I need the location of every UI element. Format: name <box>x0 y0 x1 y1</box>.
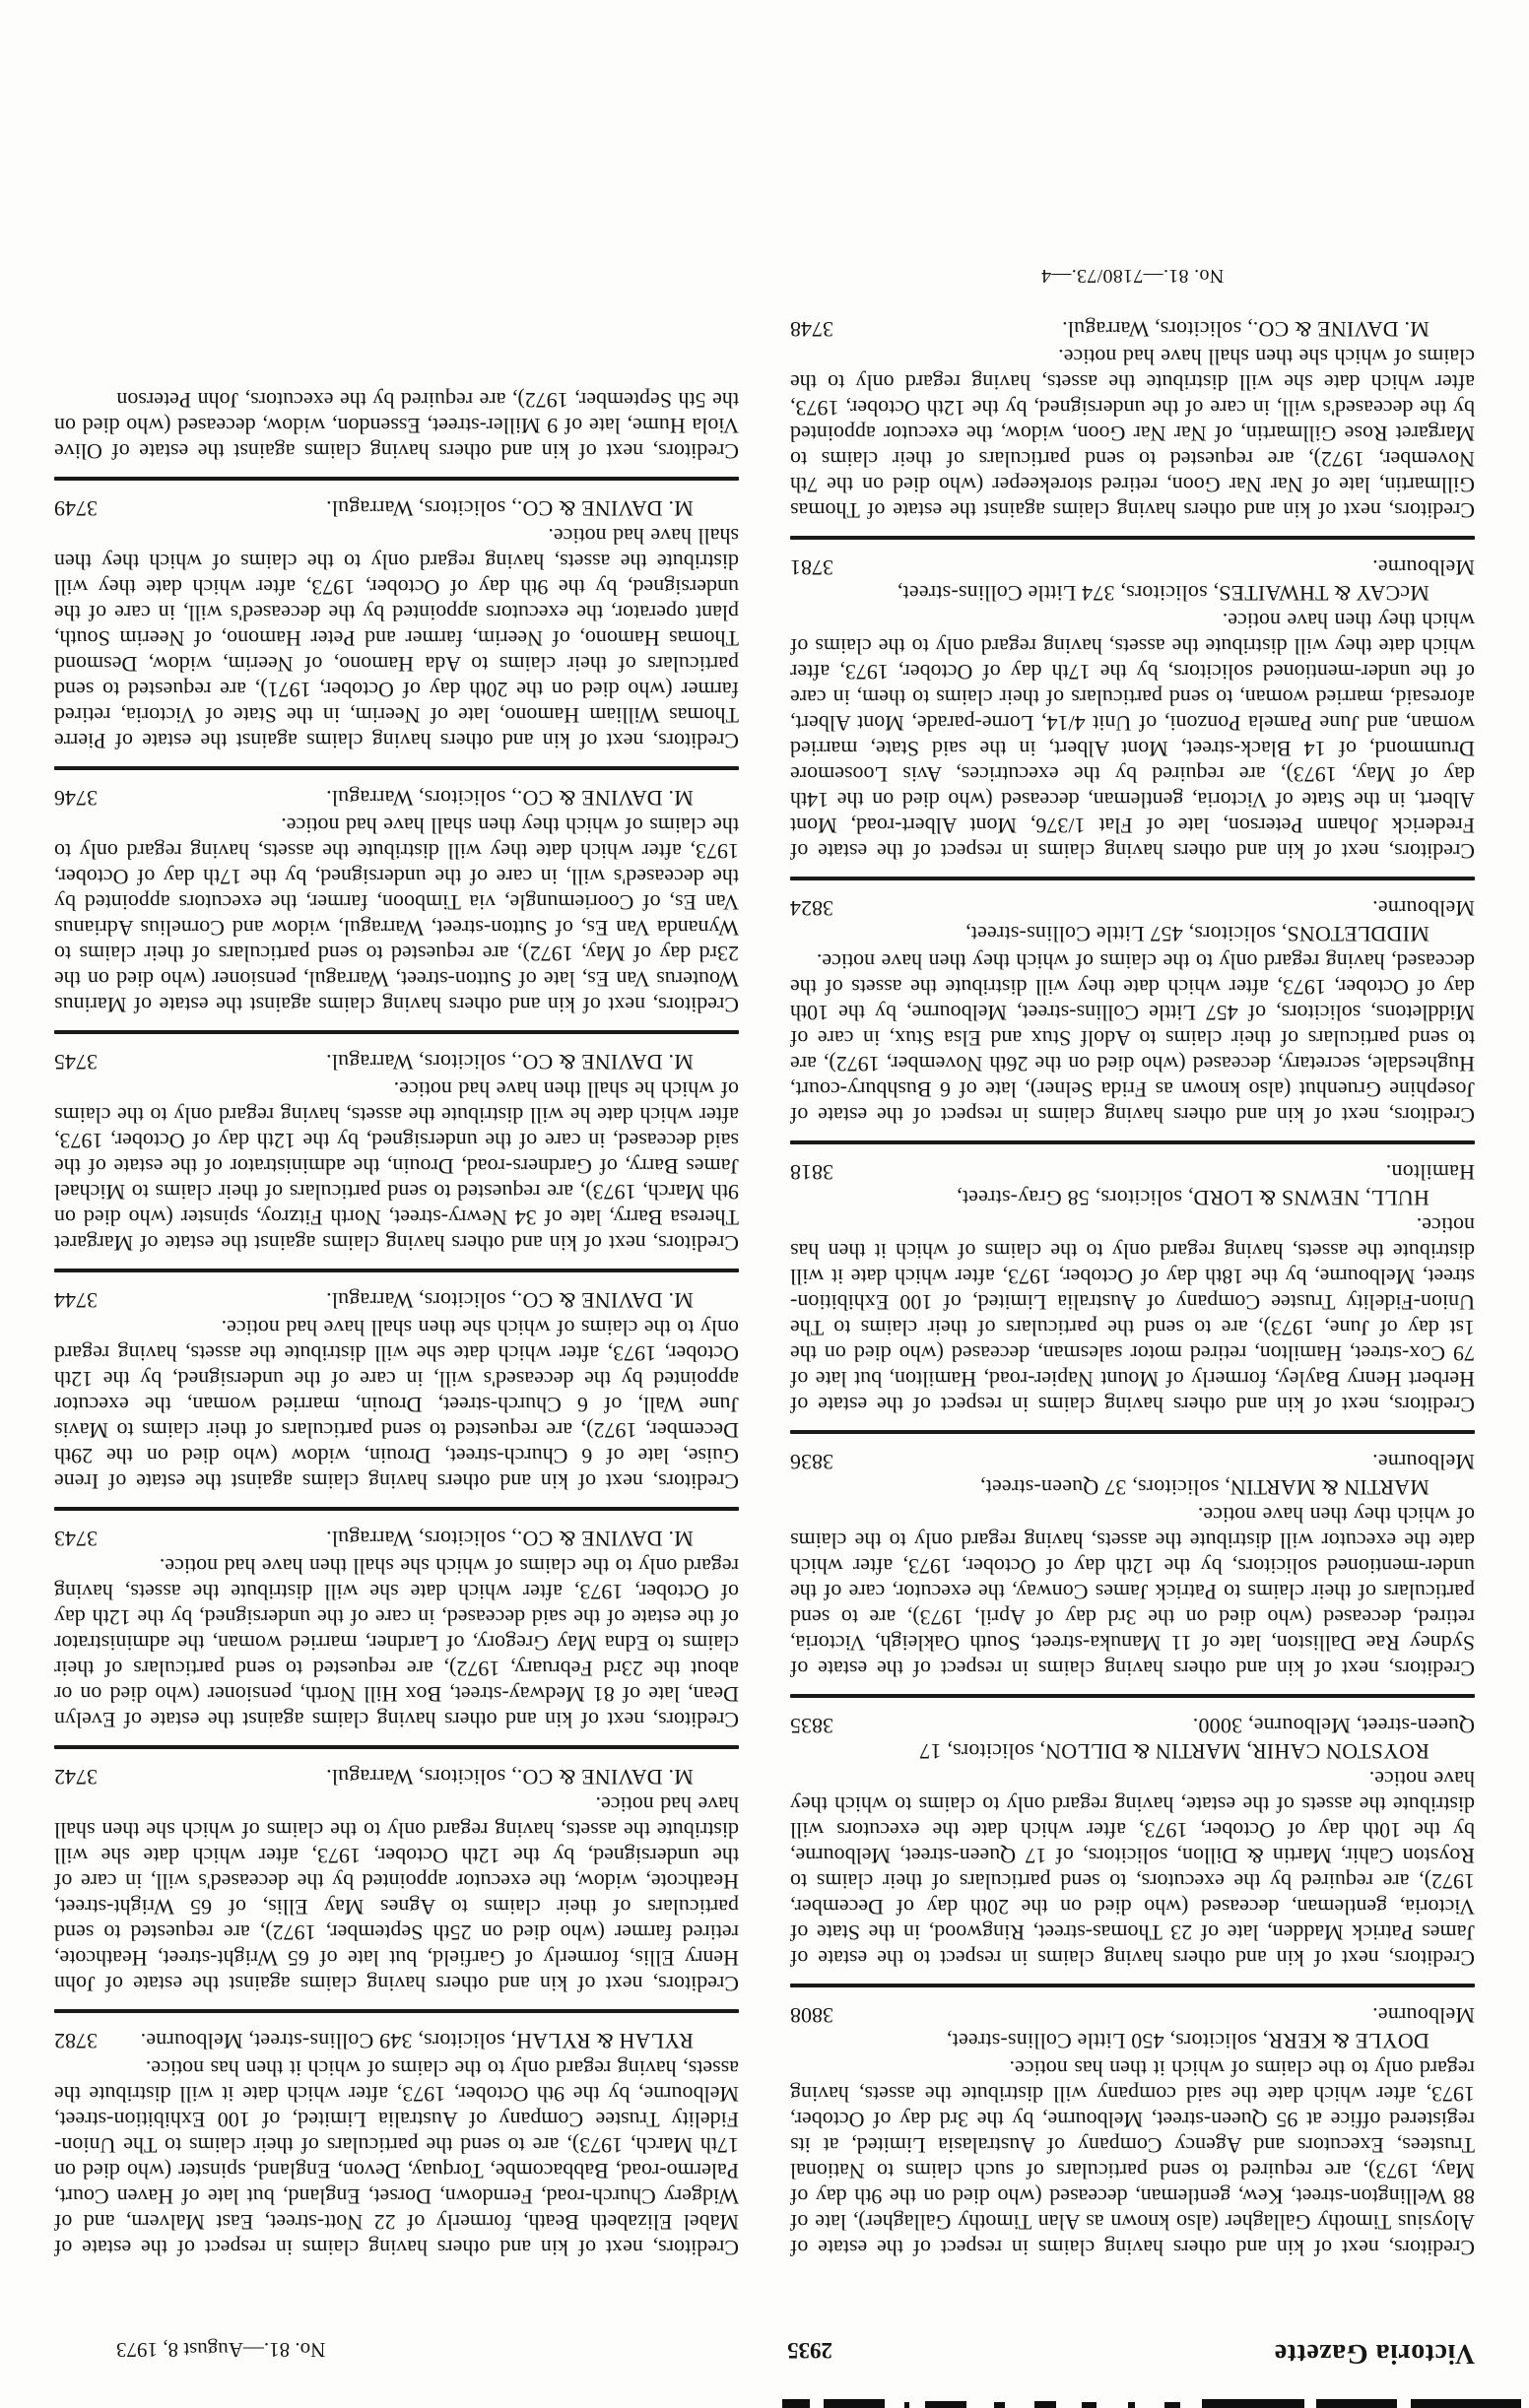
solicitor-line: M. DAVINE & CO., solicitors, Warragul. <box>325 1288 694 1313</box>
legal-notice-continued <box>54 387 739 464</box>
solicitor-line: MARTIN & MARTIN, solicitors, 37 Queen-street, Melbourne. <box>979 1450 1475 1500</box>
notice-body: Creditors, next of kin and others having claims in respect of the estate of Frederick Johann Peterson, late of Flat 1/376, Mont Albert-road, Mont Albert, in the State of Victoria, gentleman, deceased (who died on the 14th day of May, 1973), are required by the executrices, Avis Loosemore Drummond, of 14 Black-street, Mont Albert, in the said State, married woman, and June Pamela Ponzoni, of Unit 4/14, Lorne-parade, Mont Albert, aforesaid, married woman, to send particulars of their claims to them, in care of the under-mentioned solicitors, by the 17th day of October, 1973, after which date they will distribute the assets, having regard only to the claims of which they then have notice. <box>790 609 1475 864</box>
divider-rule <box>790 1430 1475 1434</box>
notice-signoff <box>790 1159 1475 1210</box>
notice-signoff <box>790 316 1475 342</box>
notice-signoff <box>790 1713 1475 1764</box>
notice-body: Creditors, next of kin and others having claims against the estate of Pierre Thomas William Hamono, late of Neerim, in the State of Victoria, retired farmer (who died on the 20th day of October, 1971), are requested to send particulars of their claims to Ada Hamono, of Neerim, widow, Desmond Thomas Hamono, of Neerim, farmer and Peter Hamono, of Neerim South, plant operator, the executors appointed by the deceased's will, in care of the undersigned, by the 9th day of October, 1973, after which date they will distribute the assets, having regard only to the claims of which they then shall have had notice. <box>54 524 739 753</box>
legal-notice <box>54 1764 739 1996</box>
solicitor-line: M. DAVINE & CO., solicitors, Warragul. <box>325 1050 694 1074</box>
divider-rule <box>54 1030 739 1034</box>
notice-body: Creditors, next of kin and others having claims against the estate of Evelyn Dean, late of 81 Medway-street, Box Hill North, pensioner (who died on or about the 23rd February, 1972), are requested to send particulars of their claims to Edna May Gregory, of Lardner, married woman, the administrator of the estate of the said deceased, in care of the undersigned, by the 12th day of October, 1973, after which date she will distribute the assets, having regard only to the claims of which she shall then have had notice. <box>54 1554 739 1732</box>
gazette-title: Victoria Gazette <box>1274 2338 1475 2369</box>
imprint-footer: No. 81.—7180/73.—4 <box>1040 265 1225 287</box>
notice-number: 3781 <box>790 555 833 580</box>
legal-notice <box>54 1526 739 1732</box>
notice-columns <box>54 264 1475 2260</box>
page-header <box>116 2313 1475 2369</box>
notice-body: Creditors, next of kin and others having claims against the estate of Marinus Wouterus Van Es, late of Sutton-street, Warragul, pensioner (who died on the 23rd day of May, 1972), are requested to send particulars of their claims to Wynanda Van Es, of Sutton-street, Warragul, widow and Cornelius Adrianus Van Es, of Cooriemungle, via Timboon, farmer, the executors appointed by the deceased's will, in care of the undersigned, by the 17th day of October, 1973, after which date they will distribute the assets, having regard only to the claims of which they then shall have had notice. <box>54 814 739 1017</box>
issue-date: No. 81.—August 8, 1973 <box>116 2338 326 2362</box>
notice-number: 3743 <box>54 1527 98 1551</box>
notice-signoff <box>790 1449 1475 1500</box>
notice-body: Creditors, next of kin and others having claims in respect to the estate of James Patrick Madden, late of 23 Thomas-street, Ringwood, in the State of Victoria, gentleman, deceased (who died on the 20th day of December, 1972), are required by the executors, to send particulars of their claims to Royston Cahir, Martin & Dillon, solicitors, of 17 Queen-street, Melbourne, by the 10th day of October, 1973, after which date the executors will distribute the assets of the estate, having regard only to claims to which they have notice. <box>790 1767 1475 1971</box>
solicitor-line: McCAY & THWAITES, solicitors, 374 Little Collins-street, Melbourne. <box>897 555 1475 606</box>
legal-notice <box>790 1159 1475 1417</box>
divider-rule <box>790 1694 1475 1698</box>
notice-signoff <box>54 1287 739 1313</box>
notice-signoff <box>54 1764 739 1790</box>
notice-number: 3745 <box>54 1050 98 1074</box>
notice-number: 3742 <box>54 1765 98 1790</box>
solicitor-line: HULL, NEWNS & LORD, solicitors, 58 Gray-street, Hamilton. <box>956 1160 1475 1210</box>
solicitor-line: ROYSTON CAHIR, MARTIN & DILLON, solicitors, 17 Queen-street, Melbourne, 3000. <box>919 1714 1475 1764</box>
notice-number: 3824 <box>790 896 833 921</box>
solicitor-line: M. DAVINE & CO., solicitors, Warragul. <box>325 496 694 521</box>
notice-body: Creditors, next of kin and others having claims against the estate of Margaret Theresa Barry, late of 34 Newry-street, North Fitzroy, spinster (who died on 9th March, 1973), are requested to send particulars of their claims to Michael James Barry, of Gardners-road, Drouin, the administrator of the estate of the said deceased, in care of the undersigned, by the 12th day of October, 1973, after which date he will distribute the assets, having regard only to the claims of which he shall then have had notice. <box>54 1077 739 1256</box>
notice-signoff <box>54 1049 739 1074</box>
notice-body: Creditors, next of kin and others having claims against the estate of Irene Guise, late of 6 Church-street, Drouin, widow (who died on the 29th December, 1972), are requested to send particulars of their claims to Mavis June Wall, of 6 Church-street, Drouin, married woman, the executor appointed by the deceased's will, in care of the undersigned, by the 12th October, 1973, after which date she will distribute the assets, having regard only to the claims of which she then shall have had notice. <box>54 1316 739 1494</box>
notice-signoff <box>54 1526 739 1551</box>
divider-rule <box>54 477 739 481</box>
legal-notice <box>790 554 1475 864</box>
solicitor-line: RYLAH & RYLAH, solicitors, 349 Collins-street, Melbourne. <box>140 2029 694 2053</box>
notice-number: 3748 <box>790 317 833 342</box>
notice-number: 3782 <box>54 2029 98 2053</box>
notice-body: Creditors, next of kin and others having claims in respect of the estate of Herbert Henry Bayley, formerly of Mount Napier-road, Hamilton, but late of 79 Cox-street, Hamilton, retired motor salesman, deceased (who died on the 1st day of June, 1973), are to send the particulars of their claims to The Union-Fidelity Trustee Company of Australia Limited, of 100 Exhibition-street, Melbourne, by the 18th day of October, 1973, after which date it will distribute the assets, having regard only to the claims of which it then has notice. <box>790 1213 1475 1417</box>
notice-body: Creditors, next of kin and others having claims against the estate of Thomas Gillmartin, late of Nar Nar Goon, retired storekeeper (who died on the 7th November, 1972), are requested to send particulars of their claims to Margaret Rose Gillmartin, of Nar Nar Goon, widow, the executor appointed by the deceased's will, in care of the undersigned, by the 12th October, 1973, after which date she will distribute the assets, having regard only to the claims of which she then shall have had notice. <box>790 345 1475 523</box>
notice-body: Creditors, next of kin and others having claims in respect of the estate of Aloysius Timothy Gallagher (also known as Alan Timothy Gallagher), late of 88 Wellington-street, Kew, gentleman, deceased (who died on the 9th day of May, 1973), are required to send particulars of such claims to National Trustees, Executors and Agency Company of Australasia Limited, at its registered office at 95 Queen-street, Melbourne, by the 3rd day of October, 1973, after which date the said company will distribute the assets, having regard only to the claims of which it then has notice. <box>790 2056 1475 2260</box>
solicitor-line: M. DAVINE & CO., solicitors, Warragul. <box>325 786 694 811</box>
notice-body: Creditors, next of kin and others having claims in respect of the estate of Josephine Gruenhut (also known as Frida Selner), late of 6 Bushbury-court, Hughesdale, secretary, deceased (who died on the 26th November, 1972), are to send particulars of their claims to Adolf Stux and Elsa Stux, in care of Middletons, solicitors, of 457 Little Collins-street, Melbourne, by the 10th day of October, 1973, after which date they will distribute the assets of the deceased, having regard only to the claims of which they then have notice. <box>790 949 1475 1128</box>
notice-number: 3835 <box>790 1714 833 1738</box>
legal-notice <box>790 316 1475 523</box>
divider-rule <box>790 877 1475 880</box>
notice-signoff <box>790 554 1475 606</box>
legal-notice <box>790 895 1475 1128</box>
legal-notice <box>54 2028 739 2260</box>
notice-body: Creditors, next of kin and others having claims against the estate of John Henry Ellis, formerly of Garfield, but late of 65 Wright-street, Heathcote, retired farmer (who died on 25th September, 1972), are requested to send particulars of their claims to Agnes May Ellis, of 65 Wright-street, Heathcote, widow, the executor appointed by the deceased's will, in care of the undersigned, by the 12th October, 1973, after which date she will distribute the assets, having regard only to the claims of which she then shall have had notice. <box>54 1792 739 1996</box>
divider-rule <box>54 1269 739 1272</box>
notice-signoff <box>54 495 739 521</box>
legal-notice <box>54 785 739 1017</box>
legal-notice <box>54 1287 739 1494</box>
notice-number: 3744 <box>54 1288 98 1313</box>
notice-signoff <box>54 2028 739 2053</box>
right-column <box>54 387 739 2260</box>
divider-rule <box>790 536 1475 540</box>
solicitor-line: MIDDLETONS, solicitors, 457 Little Collins-street, Melbourne. <box>964 896 1475 946</box>
legal-notice <box>54 495 739 753</box>
solicitor-line: M. DAVINE & CO., solicitors, Warragul. <box>325 1527 694 1551</box>
divider-rule <box>54 2009 739 2013</box>
divider-rule <box>790 1984 1475 1987</box>
notice-body: Creditors, next of kin and others having claims in respect of the estate of Sydney Rae Dalliston, late of 11 Manuka-street, South Oakleigh, Victoria, retired, deceased (who died on the 3rd day of April, 1973), are to send particulars of their claims to Patrick James Conway, the executor, care of the under-mentioned solicitors, by the 12th day of October, 1973, after which date the executor will distribute the assets, having regard only to the claims of which they then have notice. <box>790 1503 1475 1681</box>
page-number: 2935 <box>787 2338 832 2363</box>
notice-signoff <box>790 2002 1475 2053</box>
legal-notice <box>54 1049 739 1256</box>
solicitor-line: M. DAVINE & CO., solicitors, Warragul. <box>1061 317 1429 342</box>
divider-rule <box>54 1745 739 1749</box>
divider-rule <box>54 766 739 770</box>
divider-rule <box>790 1140 1475 1144</box>
notice-number: 3749 <box>54 496 98 521</box>
notice-signoff <box>54 785 739 811</box>
notice-body: Creditors, next of kin and others having claims against the estate of Olive Viola Hume, late of 9 Miller-street, Essendon, widow, deceased (who died on the 5th September, 1972), are required by the executors, John Peterson <box>54 388 739 464</box>
solicitor-line: M. DAVINE & CO., solicitors, Warragul. <box>325 1765 694 1790</box>
left-column <box>790 264 1475 2260</box>
notice-signoff <box>790 895 1475 946</box>
scan-artifact <box>782 2398 1521 2408</box>
notice-number: 3836 <box>790 1450 833 1474</box>
legal-notice <box>790 1449 1475 1681</box>
solicitor-line: DOYLE & KERR, solicitors, 450 Little Collins-street, Melbourne. <box>946 2003 1475 2053</box>
legal-notice <box>790 2002 1475 2260</box>
notice-number: 3808 <box>790 2003 833 2028</box>
notice-number: 3746 <box>54 786 98 811</box>
notice-body: Creditors, next of kin and others having claims in respect of the estate of Mabel Elizabeth Beath, formerly of 22 Nott-street, East Malvern, and of Widgery Church-road, Ferndown, Dorset, England, but late of Haven Court, Palermo-road, Babbacombe, Torquay, Devon, England, spinster (who died on 17th March, 1973), are to send the particulars of their claims to The Union-Fidelity Trustee Company of Australia Limited, of 100 Exhibition-street, Melbourne, by the 9th October, 1973, after which date it will distribute the assets, having regard only to the claims of which it then has notice. <box>54 2056 739 2260</box>
notice-number: 3818 <box>790 1160 833 1185</box>
divider-rule <box>54 1507 739 1511</box>
legal-notice <box>790 1713 1475 1971</box>
